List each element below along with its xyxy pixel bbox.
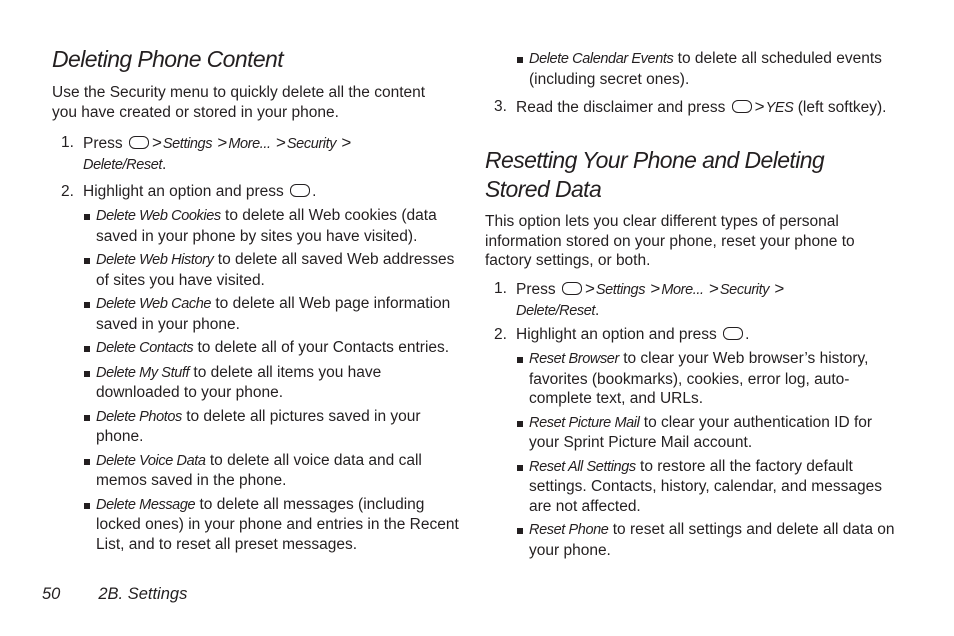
intro-paragraph: This option lets you clear different types of personal information stored on your phone, reset your phone to factory settings, or both. — [485, 213, 855, 269]
list-item: Delete Message to delete all messages (including locked ones) in your phone and entries in the Recent List, and to reset all preset messages. — [52, 495, 460, 555]
yes-softkey-label: YES — [765, 100, 794, 116]
section-label: 2B. Settings — [98, 585, 188, 603]
reset-options-list — [485, 349, 895, 560]
page-footer — [42, 584, 187, 604]
list-item: Delete Web History to delete all saved Web addresses of sites you have visited. — [52, 250, 460, 290]
option-term: Delete Message — [96, 496, 196, 513]
step-number: 2. — [61, 183, 74, 200]
delete-options-list — [52, 206, 460, 554]
menu-path-settings: Settings — [595, 282, 646, 298]
list-item: Reset Browser to clear your Web browser’s history, favorites (bookmarks), cookies, error log, auto-complete text, and URLs. — [485, 349, 895, 409]
option-term: Delete Web History — [96, 252, 214, 268]
arrow-icon: > — [708, 279, 719, 298]
list-item: Reset Picture Mail to clear your authentication ID for your Sprint Picture Mail account. — [485, 413, 895, 453]
step-number: 2. — [494, 326, 507, 343]
list-item: Delete Contacts to delete all of your Contacts entries. — [52, 338, 460, 359]
menu-key-icon — [562, 282, 582, 295]
menu-path-delete-reset: Delete/Reset — [516, 302, 596, 319]
ok-key-icon — [290, 184, 310, 197]
menu-key-icon — [129, 136, 149, 149]
step-number: 1. — [61, 134, 74, 151]
step-1: 1. Press >Settings >More... >Security > Delete/Reset. — [494, 279, 785, 319]
option-term: Reset Picture Mail — [529, 414, 640, 431]
option-term: Reset All Settings — [529, 458, 636, 475]
option-term: Delete Calendar Events — [529, 51, 674, 67]
option-term: Delete Contacts — [96, 340, 194, 356]
page-number: 50 — [42, 585, 61, 603]
arrow-icon: > — [151, 133, 162, 152]
arrow-icon: > — [341, 133, 352, 152]
arrow-icon: > — [650, 279, 661, 298]
option-term: Delete My Stuff — [96, 364, 190, 381]
press-text: Press — [83, 135, 123, 152]
arrow-icon: > — [584, 279, 595, 298]
option-term: Delete Voice Data — [96, 452, 206, 469]
list-item: Delete Calendar Events to delete all scheduled events (including secret ones). — [485, 49, 895, 89]
delete-options-list-continued — [485, 49, 895, 89]
list-item: Delete Web Cookies to delete all Web cookies (data saved in your phone by sites you have visited). — [52, 206, 460, 246]
step-2: 2. Highlight an option and press . — [494, 326, 750, 343]
menu-path-security: Security — [719, 282, 770, 298]
arrow-icon: > — [774, 279, 785, 298]
arrow-icon: > — [217, 133, 228, 152]
step-2: 2. Highlight an option and press . — [61, 183, 317, 200]
step-3: 3. Read the disclaimer and press >YES (left softkey). — [494, 97, 887, 116]
list-item: Delete My Stuff to delete all items you have downloaded to your phone. — [52, 363, 460, 403]
ok-key-icon — [732, 100, 752, 113]
arrow-icon: > — [754, 97, 765, 116]
section-heading-resetting: Resetting Your Phone and Deleting Stored Data — [485, 147, 825, 202]
section-heading-deleting: Deleting Phone Content — [52, 46, 284, 72]
step-number: 3. — [494, 98, 507, 115]
option-term: Delete Web Cookies — [96, 208, 221, 224]
menu-path-delete-reset: Delete/Reset — [83, 156, 163, 173]
option-term: Delete Web Cache — [96, 296, 212, 312]
list-item: Delete Photos to delete all pictures saved in your phone. — [52, 407, 460, 447]
menu-path-settings: Settings — [162, 136, 213, 152]
option-term: Reset Phone — [529, 522, 609, 538]
menu-path-more: More... — [661, 282, 704, 298]
intro-paragraph: Use the Security menu to quickly delete all the content you have created or stored in your phone. — [52, 84, 426, 121]
arrow-icon: > — [275, 133, 286, 152]
list-item: Reset Phone to reset all settings and delete all data on your phone. — [485, 520, 895, 560]
menu-path-more: More... — [228, 136, 271, 152]
option-term: Delete Photos — [96, 408, 182, 425]
list-item: Delete Web Cache to delete all Web page information saved in your phone. — [52, 294, 460, 334]
step-number: 1. — [494, 280, 507, 297]
list-item: Delete Voice Data to delete all voice data and call memos saved in the phone. — [52, 451, 460, 491]
step-1: 1. Press >Settings >More... >Security > Delete/Reset. — [61, 133, 352, 173]
ok-key-icon — [723, 327, 743, 340]
option-term: Reset Browser — [529, 351, 619, 367]
list-item: Reset All Settings to restore all the factory default settings. Contacts, history, calendar, and messages are not affected. — [485, 457, 895, 517]
menu-path-security: Security — [286, 136, 337, 152]
